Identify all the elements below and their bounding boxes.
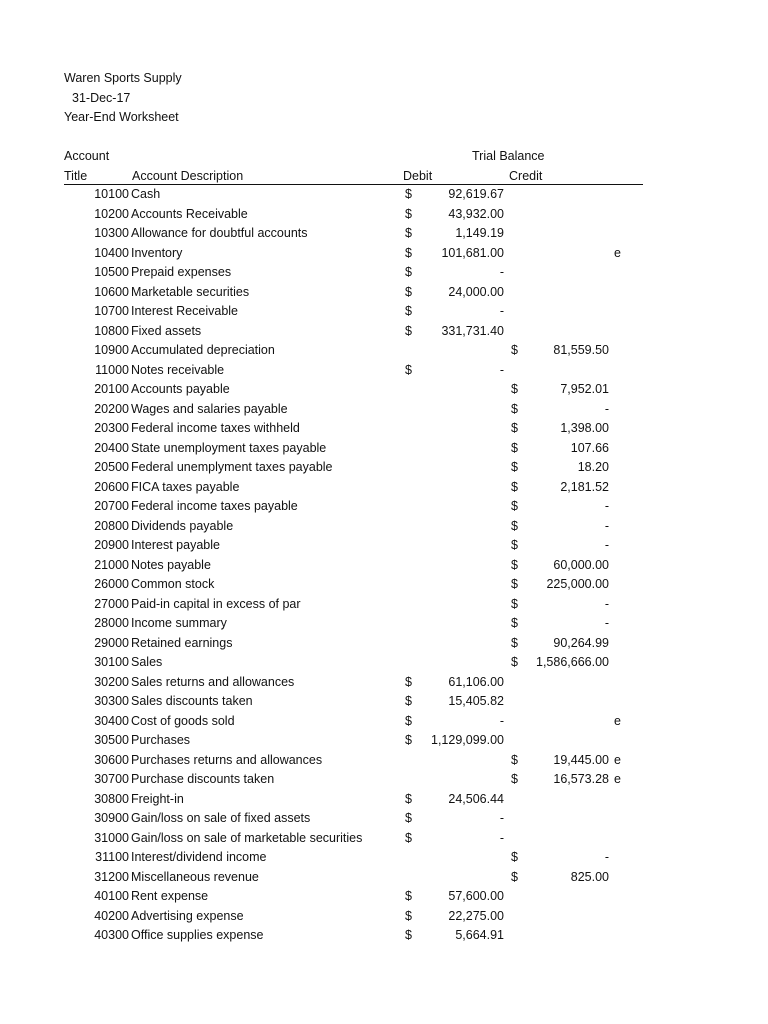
account-number: 28000 [94,616,129,630]
credit-currency-sign: $ [511,752,518,767]
account-description: Sales returns and allowances [131,674,295,689]
account-description: Purchases returns and allowances [131,752,323,767]
table-row [0,556,768,576]
account-description: Retained earnings [131,635,233,650]
account-description: Purchase discounts taken [131,772,275,786]
debit-amount: 57,600.00 [448,889,504,903]
account-description: Sales discounts taken [131,694,253,708]
account-number: 40300 [94,928,129,942]
table-row [0,205,768,225]
table-row [0,283,768,303]
debit-currency-sign: $ [405,811,412,825]
account-description: Inventory [131,245,183,260]
debit-amount: 22,275.00 [448,908,504,923]
table-row [0,868,768,888]
table-row [0,731,768,751]
table-row [0,692,768,712]
account-description: Sales [131,655,163,669]
account-description: Accounts Receivable [131,206,248,221]
table-row [0,595,768,615]
account-number: 10500 [94,265,129,279]
account-number: 20700 [94,499,129,513]
trial-balance-header: Trial Balance [472,149,545,163]
credit-currency-sign: $ [511,577,518,591]
debit-currency-sign: $ [405,187,412,201]
account-description: Paid-in capital in excess of par [131,596,301,611]
debit-amount: 1,149.19 [455,226,504,240]
debit-amount: - [499,304,504,318]
account-description: Notes payable [131,557,211,572]
debit-amount: 24,506.44 [448,791,504,806]
worksheet-date: 31-Dec-17 [72,91,131,105]
credit-amount: 107.66 [570,440,609,455]
table-row [0,302,768,322]
account-number: 40100 [94,889,129,903]
account-number: 30500 [94,733,129,747]
account-description: Marketable securities [131,284,250,299]
account-number: 10700 [94,304,129,318]
account-description: Accounts payable [131,382,230,396]
account-number: 31200 [94,869,129,884]
debit-header: Debit [403,169,433,183]
account-number: 10300 [94,226,129,240]
table-row [0,322,768,342]
account-header: Account [64,149,110,163]
table-row [0,517,768,537]
account-number: 10200 [94,206,129,221]
account-number: 30600 [94,752,129,767]
debit-amount: 24,000.00 [448,284,504,299]
row-flag: e [614,245,621,260]
credit-currency-sign: $ [511,557,518,572]
credit-amount: - [604,596,609,611]
account-number: 31100 [95,850,129,864]
account-number: 30100 [94,655,129,669]
account-description: Notes receivable [131,362,225,377]
credit-amount: - [604,401,609,416]
debit-currency-sign: $ [405,791,412,806]
table-row [0,263,768,283]
account-number: 26000 [94,577,129,591]
credit-currency-sign: $ [511,401,518,416]
credit-amount: 16,573.28 [553,772,609,786]
table-row [0,244,768,264]
account-description: Common stock [131,577,215,591]
table-row [0,478,768,498]
table-row [0,907,768,927]
worksheet-title: Year-End Worksheet [64,110,179,124]
account-description: Wages and salaries payable [131,401,288,416]
table-row [0,380,768,400]
credit-currency-sign: $ [511,440,518,455]
account-number: 20500 [94,460,129,474]
credit-amount: 7,952.01 [560,382,609,396]
table-row [0,887,768,907]
account-number: 10600 [94,284,129,299]
account-number: 31000 [94,830,129,845]
account-number: 20300 [94,421,129,435]
credit-header: Credit [509,169,543,183]
table-row [0,653,768,673]
credit-amount: 2,181.52 [560,479,609,494]
table-row [0,458,768,478]
company-name: Waren Sports Supply [64,71,182,85]
account-description: Miscellaneous revenue [131,869,259,884]
debit-currency-sign: $ [405,830,412,845]
account-description: Federal income taxes payable [131,499,298,513]
credit-currency-sign: $ [511,538,518,552]
account-description: Dividends payable [131,518,234,533]
credit-amount: 225,000.00 [546,577,609,591]
table-row [0,224,768,244]
debit-currency-sign: $ [405,928,412,942]
debit-currency-sign: $ [405,713,412,728]
debit-currency-sign: $ [405,245,412,260]
account-description: FICA taxes payable [131,479,240,494]
account-number: 10400 [94,245,129,260]
account-description: Allowance for doubtful accounts [131,226,308,240]
account-description: Income summary [131,616,227,630]
credit-amount: - [604,499,609,513]
account-description: Federal unemplyment taxes payable [131,460,333,474]
account-description: Cash [131,187,161,201]
credit-currency-sign: $ [511,382,518,396]
debit-currency-sign: $ [405,226,412,240]
debit-amount: - [499,713,504,728]
credit-currency-sign: $ [511,616,518,630]
debit-currency-sign: $ [405,733,412,747]
credit-currency-sign: $ [511,343,518,357]
table-row [0,536,768,556]
credit-amount: 1,398.00 [560,421,609,435]
debit-currency-sign: $ [405,908,412,923]
table-row [0,712,768,732]
table-row [0,419,768,439]
account-number: 20100 [94,382,129,396]
debit-amount: - [499,830,504,845]
debit-amount: 1,129,099.00 [431,733,504,747]
account-number: 30900 [94,811,129,825]
account-number: 20800 [94,518,129,533]
account-number: 30800 [94,791,129,806]
debit-amount: 101,681.00 [441,245,504,260]
debit-currency-sign: $ [405,362,412,377]
account-number: 20600 [94,479,129,494]
debit-currency-sign: $ [405,694,412,708]
table-row [0,575,768,595]
credit-amount: 19,445.00 [553,752,609,767]
debit-amount: - [499,811,504,825]
table-row [0,497,768,517]
account-number: 21000 [94,557,129,572]
table-row [0,185,768,205]
credit-currency-sign: $ [511,518,518,533]
description-header: Account Description [132,169,244,183]
credit-amount: 81,559.50 [553,343,609,357]
row-flag: e [614,713,621,728]
account-number: 10100 [94,187,129,201]
account-description: Purchases [131,733,191,747]
debit-amount: 331,731.40 [441,323,504,338]
row-flag: e [614,772,621,786]
account-number: 11000 [95,362,129,377]
credit-amount: - [604,616,609,630]
credit-currency-sign: $ [511,460,518,474]
debit-amount: 5,664.91 [455,928,504,942]
row-flag: e [614,752,621,767]
table-row [0,614,768,634]
credit-currency-sign: $ [511,421,518,435]
account-description: Office supplies expense [131,928,264,942]
debit-currency-sign: $ [405,323,412,338]
account-description: Advertising expense [131,908,244,923]
account-description: State unemployment taxes payable [131,440,327,455]
debit-amount: - [499,265,504,279]
table-row [0,809,768,829]
table-row [0,926,768,946]
title-header: Title [64,169,88,183]
debit-amount: 15,405.82 [448,694,504,708]
credit-amount: 60,000.00 [553,557,609,572]
account-number: 30400 [94,713,129,728]
account-description: Prepaid expenses [131,265,232,279]
debit-amount: - [499,362,504,377]
account-number: 30700 [94,772,129,786]
account-description: Federal income taxes withheld [131,421,300,435]
credit-currency-sign: $ [511,499,518,513]
credit-currency-sign: $ [511,772,518,786]
account-description: Interest/dividend income [131,850,267,864]
table-row [0,439,768,459]
credit-currency-sign: $ [511,479,518,494]
debit-amount: 43,932.00 [448,206,504,221]
account-description: Cost of goods sold [131,713,235,728]
credit-currency-sign: $ [511,635,518,650]
debit-currency-sign: $ [405,304,412,318]
account-number: 20400 [94,440,129,455]
account-description: Gain/loss on sale of fixed assets [131,811,311,825]
table-row [0,848,768,868]
debit-amount: 61,106.00 [448,674,504,689]
account-description: Interest Receivable [131,304,239,318]
debit-currency-sign: $ [405,265,412,279]
account-description: Accumulated depreciation [131,343,275,357]
credit-amount: - [604,538,609,552]
debit-currency-sign: $ [405,284,412,299]
account-description: Rent expense [131,889,209,903]
table-row [0,751,768,771]
credit-currency-sign: $ [511,596,518,611]
debit-currency-sign: $ [405,674,412,689]
debit-amount: 92,619.67 [448,187,504,201]
account-number: 10900 [94,343,129,357]
table-row [0,634,768,654]
table-row [0,673,768,693]
table-row [0,829,768,849]
account-number: 29000 [94,635,129,650]
credit-currency-sign: $ [511,655,518,669]
account-number: 20200 [94,401,129,416]
table-row [0,790,768,810]
account-description: Fixed assets [131,323,202,338]
credit-amount: 825.00 [570,869,609,884]
account-number: 40200 [94,908,129,923]
table-row [0,400,768,420]
table-row [0,361,768,381]
account-number: 10800 [94,323,129,338]
account-number: 30300 [94,694,129,708]
credit-amount: 18.20 [577,460,609,474]
account-description: Interest payable [131,538,220,552]
debit-currency-sign: $ [405,206,412,221]
credit-currency-sign: $ [511,869,518,884]
credit-amount: 1,586,666.00 [536,655,609,669]
debit-currency-sign: $ [405,889,412,903]
account-number: 30200 [94,674,129,689]
credit-currency-sign: $ [511,850,518,864]
account-description: Gain/loss on sale of marketable securities [131,830,363,845]
account-description: Freight-in [131,791,184,806]
credit-amount: 90,264.99 [553,635,609,650]
credit-amount: - [604,518,609,533]
table-row [0,770,768,790]
account-number: 27000 [94,596,129,611]
credit-amount: - [604,850,609,864]
table-row [0,341,768,361]
account-number: 20900 [94,538,129,552]
